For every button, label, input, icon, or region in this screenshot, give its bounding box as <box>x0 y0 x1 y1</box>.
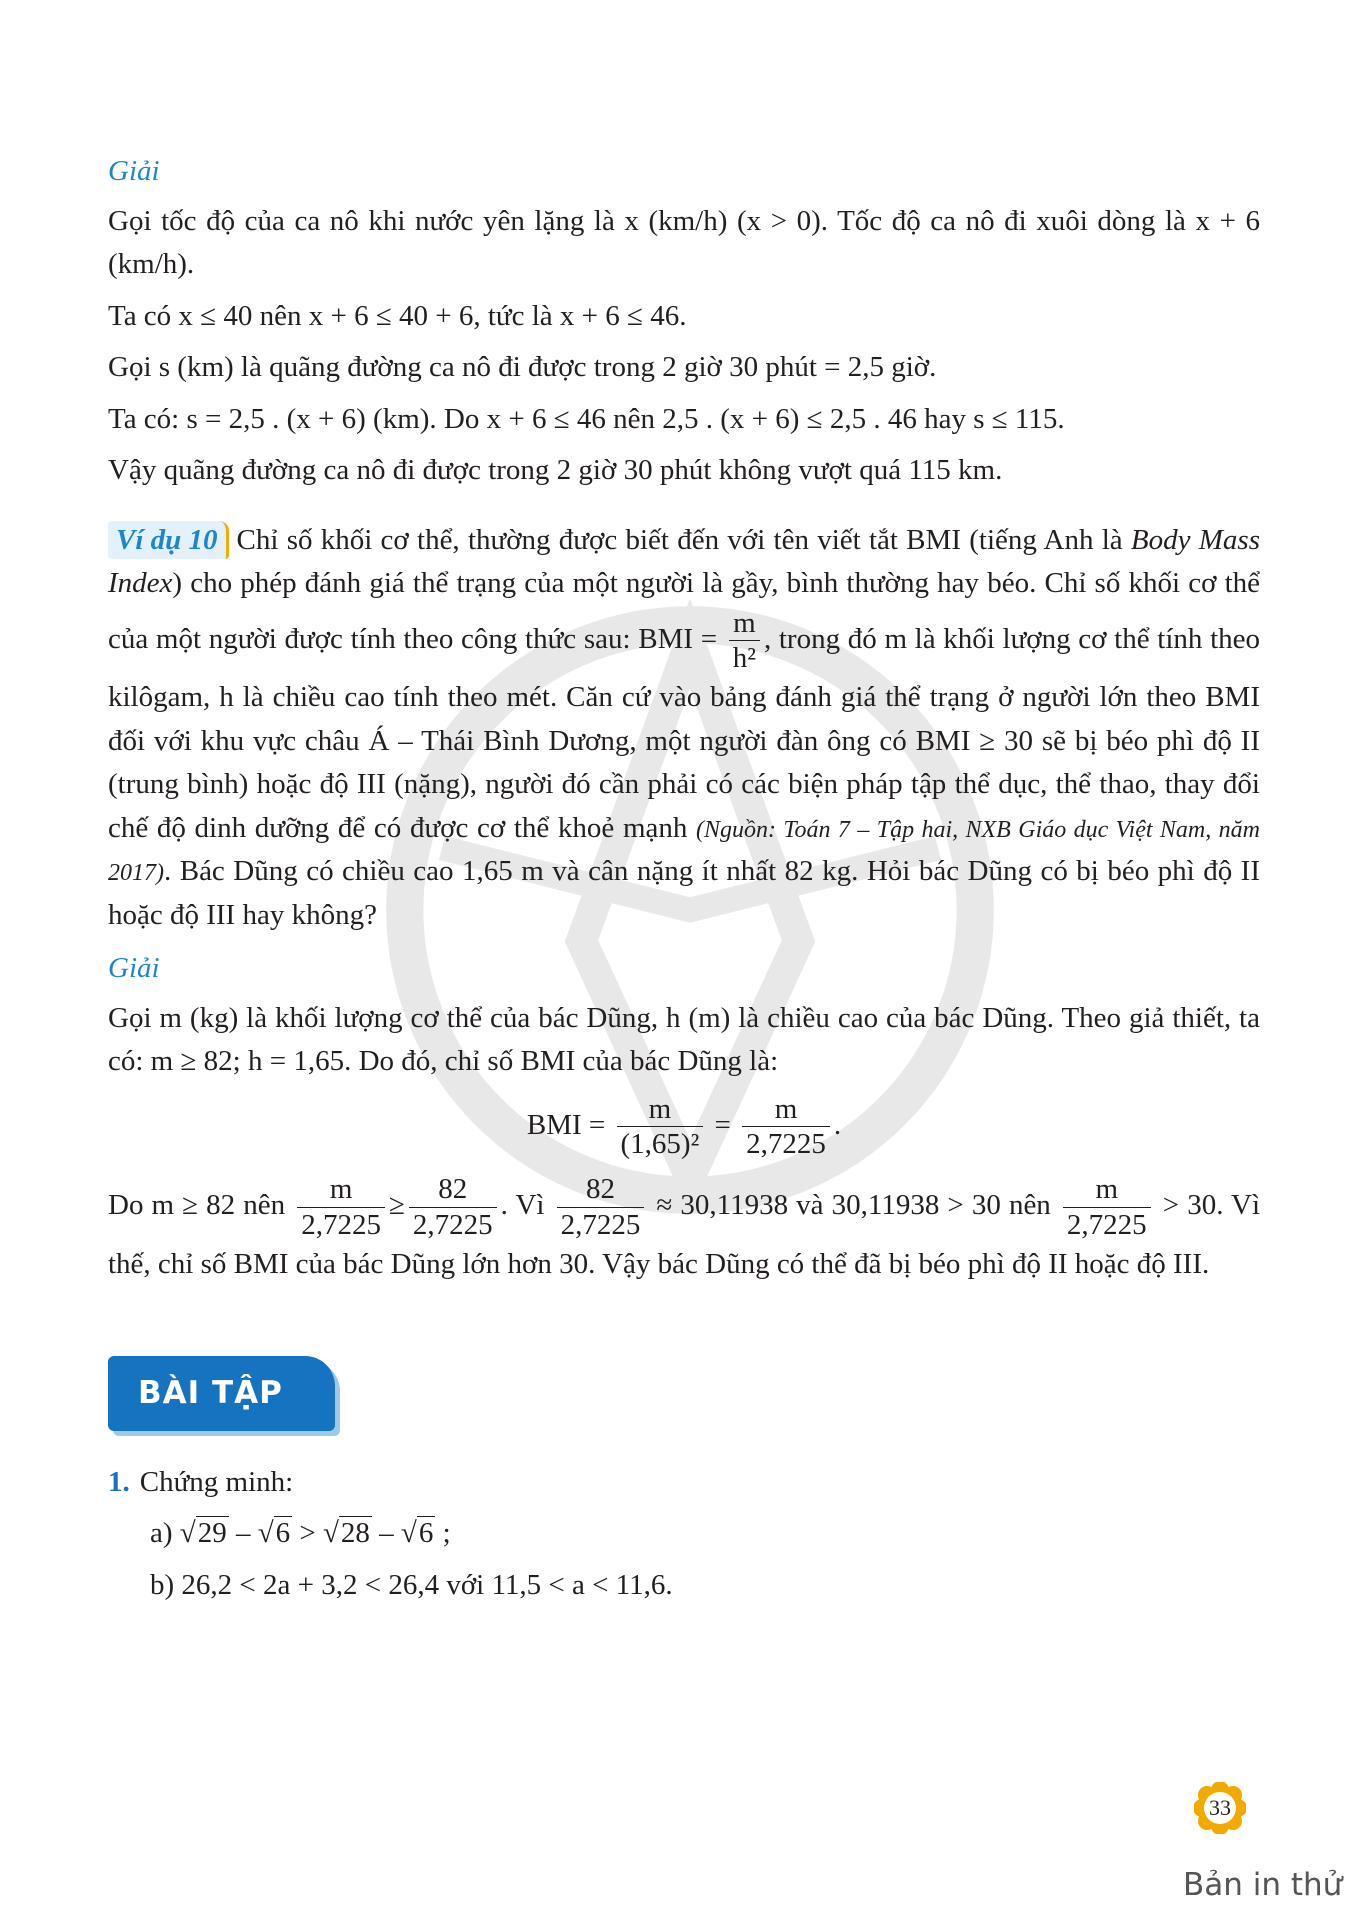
radicand: 6 <box>418 1517 434 1550</box>
radicand: 28 <box>340 1517 370 1550</box>
ge-sign: ≥ <box>388 1189 405 1222</box>
solution-line: Vậy quãng đường ca nô đi được trong 2 giờ 30 phút không vượt quá 115 km. <box>108 454 1003 486</box>
bmi-label: BMI = <box>526 1108 606 1141</box>
example-paragraph <box>108 519 1260 938</box>
sqrt-expression: √6 <box>400 1517 434 1550</box>
fraction <box>1063 1172 1151 1243</box>
solution-line: Gọi tốc độ của ca nô khi nước yên lặng là x (km/h) (x > 0). Tốc độ ca nô đi xuôi dòng là x + 6 (km/h). <box>108 204 1260 280</box>
fraction-denominator: 2,7225 <box>409 1207 497 1243</box>
fraction <box>557 1172 645 1243</box>
fraction-numerator: m <box>648 1092 672 1125</box>
exercise-1a <box>108 1512 1260 1556</box>
example-text-italic: Body Mass Index <box>108 523 1260 599</box>
source-citation: (Nguồn: Toán 7 – Tập hai, NXB Giáo dục Việt Nam, năm 2017) <box>108 816 1260 887</box>
example-tag: Ví dụ 10 <box>108 521 229 559</box>
fraction <box>617 1092 704 1163</box>
example-text: , trong đó m là khối lượng cơ thể tính theo kilôgam, h là chiều cao tính theo mét. Căn cứ vào bảng đánh giá thể trạng ở người lớn theo BMI đối với khu vực châu Á – Thái Bình Dương, một người đàn ông có BMI ≥ 30 sẽ bị béo phì độ II (trung bình) hoặc độ III (nặng), người đó cần phải có các biện pháp tập thể dục, thể thao, thay đổi chế độ dinh dưỡng để có được cơ thể khoẻ mạnh <box>108 622 1261 844</box>
equals-sign: = <box>714 1108 731 1141</box>
solution-intro: Gọi m (kg) là khối lượng cơ thể của bác Dũng, h (m) là chiều cao của bác Dũng. Theo giả thiết, ta có: m ≥ 82; h = 1,65. Do đó, chỉ số BMI của bác Dũng là: <box>108 1001 1260 1078</box>
example-text: . Bác Dũng có chiều cao 1,65 m và cân nặng ít nhất 82 kg. Hỏi bác Dũng có bị béo phì độ II hoặc độ III hay không? <box>108 855 1260 931</box>
solution-line: Ta có: s = 2,5 . (x + 6) (km). Do x + 6 ≤ 46 nên 2,5 . (x + 6) ≤ 2,5 . 46 hay s ≤ 115. <box>108 402 1065 435</box>
fraction <box>297 1172 385 1243</box>
page-number: 33 <box>1209 1795 1231 1820</box>
operator: – <box>379 1517 394 1550</box>
example-text: Chỉ số khối cơ thể, thường được biết đến với tên viết tắt BMI (tiếng Anh là <box>236 523 1131 556</box>
fraction <box>409 1172 497 1243</box>
exercise-title: Chứng minh: <box>139 1465 294 1498</box>
radicand: 29 <box>197 1517 227 1550</box>
fraction-denominator: 2,7225 <box>1063 1207 1151 1243</box>
semicolon: ; <box>442 1517 451 1550</box>
fraction-denominator: 2,7225 <box>297 1207 385 1243</box>
sqrt-expression: √29 <box>179 1517 227 1550</box>
solution-heading: Giải <box>108 155 160 187</box>
fraction-numerator: 82 <box>438 1173 468 1206</box>
bmi-equation <box>108 1092 1260 1163</box>
text: Do m ≥ 82 nên <box>108 1189 286 1222</box>
period: . <box>833 1108 842 1141</box>
page-number-badge <box>1194 1782 1246 1834</box>
text: ≈ 30,11938 và 30,11938 > 30 nên <box>656 1189 1051 1222</box>
print-proof-note: Bản in thử <box>1183 1867 1343 1903</box>
fraction <box>742 1092 830 1163</box>
text: . Vì <box>500 1189 545 1222</box>
fraction-numerator: m <box>1095 1173 1119 1206</box>
fraction-denominator: 2,7225 <box>557 1207 645 1243</box>
fraction-numerator: 82 <box>585 1173 615 1206</box>
fraction-denominator: h² <box>729 640 760 676</box>
sqrt-expression: √6 <box>257 1517 291 1550</box>
radicand: 6 <box>275 1517 291 1550</box>
solution-line: Ta có x ≤ 40 nên x + 6 ≤ 40 + 6, tức là x + 6 ≤ 46. <box>108 299 687 332</box>
example-text: ) cho phép đánh giá thể trạng của một người là gầy, bình thường hay béo. Chỉ số khối cơ thể của một người được tính theo công thức sau: BMI = <box>108 567 1260 655</box>
fraction-numerator: m <box>733 606 756 639</box>
solution-heading: Giải <box>108 952 160 985</box>
item-label: a) <box>150 1517 173 1550</box>
page-content <box>108 150 1260 1615</box>
exercise-1 <box>108 1461 1260 1505</box>
fraction-denominator: 2,7225 <box>742 1126 830 1162</box>
fraction-denominator: (1,65)² <box>617 1126 704 1162</box>
solution-line: Gọi s (km) là quãng đường ca nô đi được trong 2 giờ 30 phút = 2,5 giờ. <box>108 351 937 383</box>
operator: > <box>299 1517 316 1550</box>
fraction-numerator: m <box>329 1173 353 1206</box>
bmi-formula <box>729 606 760 677</box>
sqrt-expression: √28 <box>322 1517 370 1550</box>
exercise-number: 1. <box>108 1465 130 1498</box>
text: > 30. Vì thế, chỉ số BMI của bác Dũng lớn hơn 30. Vậy bác Dũng có thể đã bị béo phì độ II hoặc độ III. <box>108 1189 1261 1280</box>
fraction-numerator: m <box>774 1092 798 1125</box>
exercises-banner: BÀI TẬP <box>108 1356 335 1431</box>
solution-conclusion <box>108 1172 1260 1286</box>
operator: – <box>235 1517 251 1550</box>
exercise-1b: b) 26,2 < 2a + 3,2 < 26,4 với 11,5 < a < 11,6. <box>150 1568 673 1601</box>
